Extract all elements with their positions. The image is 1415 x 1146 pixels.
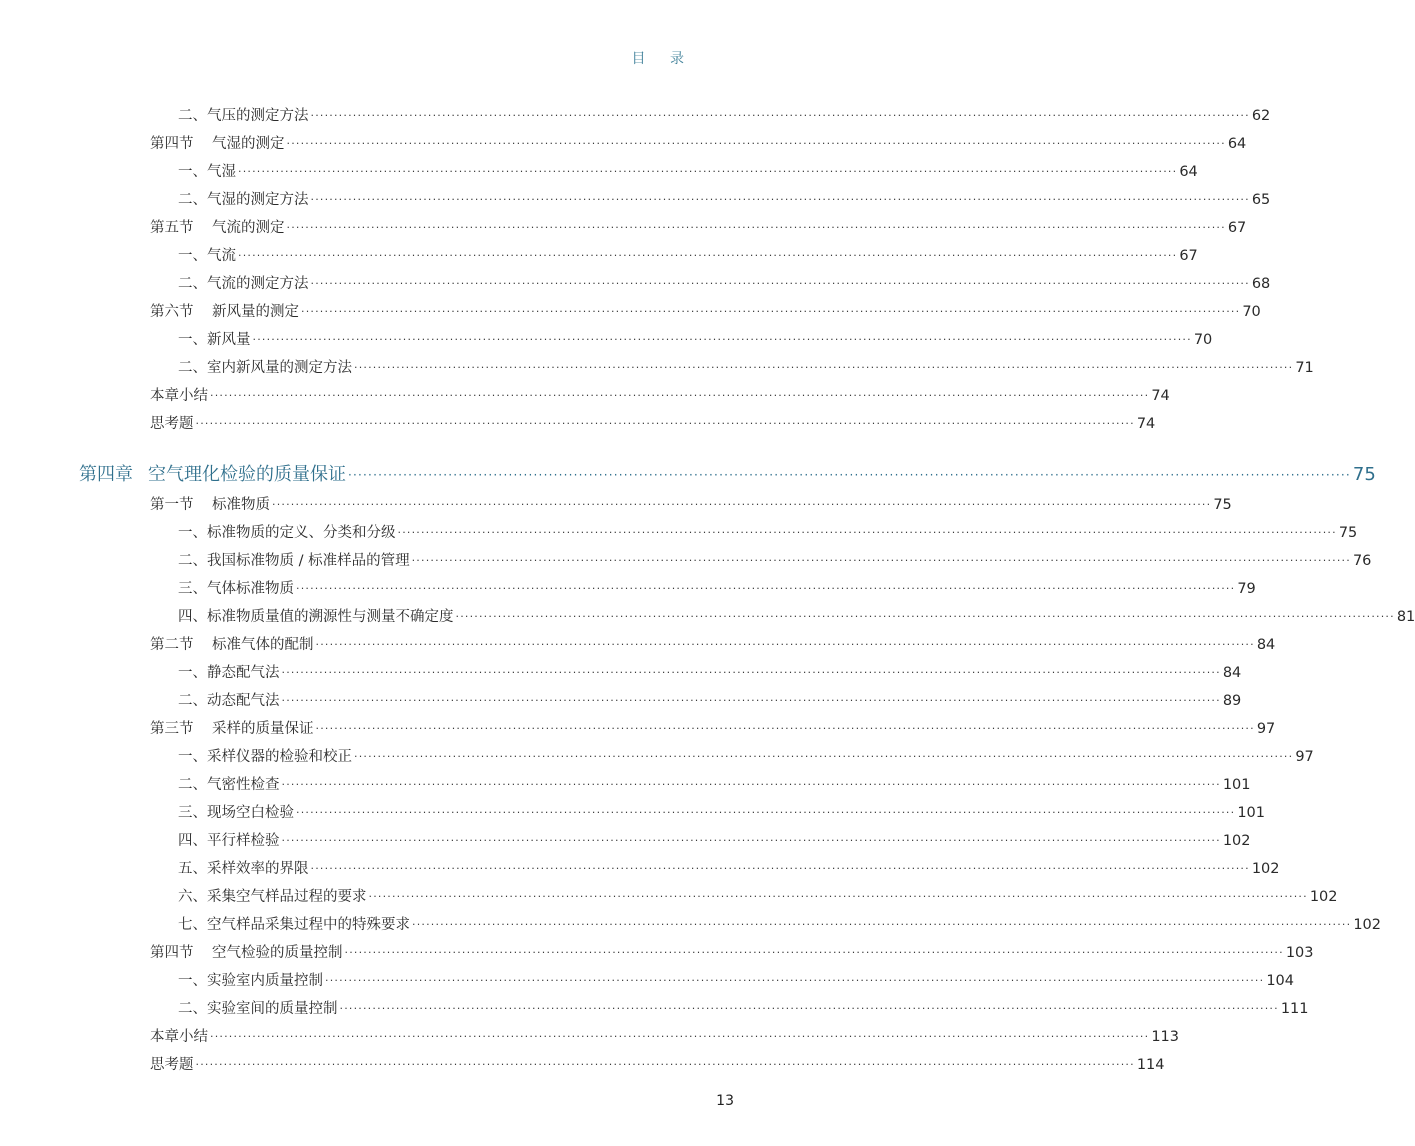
toc-page-number: 64 <box>1227 136 1247 152</box>
toc-page-number: 75 <box>1338 525 1358 541</box>
toc-entry-title: 标准物质 <box>212 497 270 513</box>
toc-subsection-entry <box>0 772 1251 794</box>
toc-page-number: 111 <box>1280 1001 1309 1017</box>
toc-page-number: 101 <box>1222 777 1251 793</box>
dot-leader: ········································································································································································································ <box>272 498 1212 511</box>
toc-section-entry <box>0 632 1276 654</box>
section-number: 第四节 <box>150 945 194 961</box>
dot-leader: ········································································································································································································ <box>325 974 1265 987</box>
toc-page-number: 97 <box>1295 749 1314 765</box>
toc-entry-title: 二、气密性检查 <box>178 777 280 793</box>
toc-entry-label <box>150 303 299 321</box>
toc-page-number: 84 <box>1222 665 1242 681</box>
toc-page-number: 102 <box>1353 917 1382 933</box>
toc-page-number: 79 <box>1237 581 1256 597</box>
toc-entry-label <box>150 219 285 237</box>
page-number: 13 <box>716 1093 734 1109</box>
toc-entry-label <box>150 496 270 514</box>
toc-page-number: 74 <box>1151 388 1170 404</box>
toc-entry-title: 三、气体标准物质 <box>178 581 294 597</box>
toc-page-number: 84 <box>1256 637 1276 653</box>
dot-leader: ········································································································································································································ <box>238 249 1178 262</box>
toc-page-number: 62 <box>1251 108 1271 124</box>
toc-subsection-entry <box>0 604 1415 626</box>
dot-leader: ········································································································································································································ <box>310 109 1250 122</box>
toc-subsection-entry <box>0 688 1242 710</box>
toc-entry-label <box>178 888 367 906</box>
toc-section-entry <box>0 383 1170 405</box>
toc-page-number: 68 <box>1251 276 1271 292</box>
dot-leader: ········································································································································································································ <box>210 389 1150 402</box>
toc-subsection-entry <box>0 520 1358 542</box>
toc-page-number: 89 <box>1222 693 1242 709</box>
toc-entry-label <box>150 387 208 405</box>
toc-entry-title: 空气检验的质量控制 <box>212 945 343 961</box>
dot-leader: ········································································································································································································ <box>252 333 1192 346</box>
toc-entry-label <box>178 664 280 682</box>
toc-entry-title: 一、气流 <box>178 248 236 264</box>
toc-entry-title: 气湿的测定 <box>212 136 285 152</box>
toc-entry-label <box>178 608 454 626</box>
toc-entry-label <box>178 247 236 265</box>
toc-entry-label <box>178 107 309 125</box>
toc-entry-title: 二、气湿的测定方法 <box>178 192 309 208</box>
dot-leader: ········································································································································································································ <box>397 526 1337 539</box>
toc-entry-title: 空气理化检验的质量保证 <box>148 464 346 485</box>
toc-page-number: 102 <box>1251 861 1280 877</box>
toc-entry-label <box>178 275 309 293</box>
toc-entry-title: 二、室内新风量的测定方法 <box>178 360 352 376</box>
toc-page-number: 76 <box>1352 553 1372 569</box>
toc-subsection-entry <box>0 828 1251 850</box>
toc-entry-title: 二、动态配气法 <box>178 693 280 709</box>
toc-section-entry <box>0 1052 1165 1074</box>
chapter-number: 第四章 <box>79 464 133 485</box>
toc-section-entry <box>0 411 1156 433</box>
toc-section-entry <box>0 940 1314 962</box>
toc-entry-title: 本章小结 <box>150 1029 208 1045</box>
toc-page-number: 103 <box>1285 945 1314 961</box>
toc-entry-label <box>150 944 343 962</box>
dot-leader: ········································································································································································································ <box>339 1002 1279 1015</box>
toc-page-number: 102 <box>1309 889 1338 905</box>
toc-entry-title: 标准气体的配制 <box>212 637 314 653</box>
toc-subsection-entry <box>0 800 1266 822</box>
toc-subsection-entry <box>0 271 1271 293</box>
dot-leader: ········································································································································································································ <box>238 165 1178 178</box>
dot-leader: ········································································································································································································ <box>286 137 1226 150</box>
toc-entry-label <box>178 860 309 878</box>
toc-page-number: 75 <box>1352 464 1376 485</box>
toc-subsection-entry <box>0 576 1256 598</box>
dot-leader: ········································································································································································································ <box>286 221 1226 234</box>
toc-entry-label <box>178 191 309 209</box>
toc-section-entry <box>0 299 1261 321</box>
toc-entry-label <box>178 692 280 710</box>
toc-entry-title: 思考题 <box>150 416 194 432</box>
toc-page-number: 67 <box>1227 220 1247 236</box>
toc-entry-title: 一、采样仪器的检验和校正 <box>178 749 352 765</box>
toc-entry-label <box>79 466 346 484</box>
toc-entry-label <box>178 916 410 934</box>
dot-leader: ········································································································································································································ <box>195 417 1135 430</box>
dot-leader: ········································································································································································································ <box>412 918 1352 931</box>
dot-leader: ········································································································································································································ <box>281 694 1221 707</box>
toc-subsection-entry <box>0 884 1338 906</box>
toc-entry-label <box>178 832 280 850</box>
toc-entry-label <box>178 163 236 181</box>
toc-page-number: 101 <box>1237 805 1266 821</box>
dot-leader: ········································································································································································································ <box>368 890 1308 903</box>
dot-leader: ········································································································································································································ <box>310 193 1250 206</box>
toc-section-entry <box>0 1024 1180 1046</box>
section-number: 第四节 <box>150 136 194 152</box>
toc-page-number: 113 <box>1151 1029 1180 1045</box>
toc-entry-title: 一、标准物质的定义、分类和分级 <box>178 525 396 541</box>
toc-page-number: 71 <box>1295 360 1314 376</box>
toc-subsection-entry <box>0 103 1271 125</box>
toc-subsection-entry <box>0 996 1309 1018</box>
toc-subsection-entry <box>0 355 1314 377</box>
toc-entry-title: 新风量的测定 <box>212 304 299 320</box>
dot-leader: ········································································································································································································ <box>281 778 1221 791</box>
toc-subsection-entry <box>0 660 1242 682</box>
toc-subsection-entry <box>0 548 1372 570</box>
dot-leader: ········································································································································································································ <box>455 610 1395 623</box>
toc-entry-label <box>178 1000 338 1018</box>
toc-entry-label <box>178 524 396 542</box>
toc-entry-label <box>178 359 352 377</box>
toc-entry-label <box>178 552 410 570</box>
toc-entry-label <box>150 1028 208 1046</box>
toc-entry-title: 五、采样效率的界限 <box>178 861 309 877</box>
dot-leader: ········································································································································································································ <box>344 946 1284 959</box>
toc-entry-label <box>178 580 294 598</box>
toc-section-entry <box>0 215 1247 237</box>
dot-leader: ········································································································································································································ <box>281 834 1221 847</box>
toc-entry-label <box>178 776 280 794</box>
dot-leader: ········································································································································································································ <box>195 1058 1135 1071</box>
toc-entry-label <box>150 135 285 153</box>
toc-entry-title: 气流的测定 <box>212 220 285 236</box>
dot-leader: ········································································································································································································ <box>296 806 1236 819</box>
toc-entry-title: 一、气湿 <box>178 164 236 180</box>
toc-page-number: 74 <box>1136 416 1156 432</box>
toc-page-number: 65 <box>1251 192 1271 208</box>
toc-entry-title: 四、平行样检验 <box>178 833 280 849</box>
toc-chapter-entry <box>0 458 1376 485</box>
toc-subsection-entry <box>0 856 1280 878</box>
dot-leader: ········································································································································································································ <box>354 361 1294 374</box>
dot-leader: ········································································································································································································ <box>315 722 1255 735</box>
toc-section-entry <box>0 716 1276 738</box>
toc-subsection-entry <box>0 159 1198 181</box>
toc-page-number: 97 <box>1256 721 1276 737</box>
toc-entry-label <box>150 720 314 738</box>
section-number: 第一节 <box>150 497 194 513</box>
toc-subsection-entry <box>0 187 1271 209</box>
toc-page-number: 75 <box>1213 497 1232 513</box>
dot-leader: ········································································································································································································ <box>315 638 1255 651</box>
section-number: 第二节 <box>150 637 194 653</box>
toc-entry-title: 二、气压的测定方法 <box>178 108 309 124</box>
toc-entry-title: 本章小结 <box>150 388 208 404</box>
toc-entry-label <box>150 415 194 433</box>
toc-subsection-entry <box>0 243 1198 265</box>
toc-page-number: 67 <box>1179 248 1198 264</box>
dot-leader: ········································································································································································································ <box>210 1030 1150 1043</box>
section-number: 第五节 <box>150 220 194 236</box>
toc-entry-title: 一、新风量 <box>178 332 251 348</box>
toc-entry-title: 二、实验室间的质量控制 <box>178 1001 338 1017</box>
toc-entry-label <box>150 636 314 654</box>
dot-leader: ········································································································································································································ <box>411 554 1351 567</box>
toc-entry-title: 一、实验室内质量控制 <box>178 973 323 989</box>
toc-entry-title: 七、空气样品采集过程中的特殊要求 <box>178 917 410 933</box>
dot-leader: ········································································································································································································ <box>310 277 1250 290</box>
toc-page-number: 70 <box>1193 332 1213 348</box>
toc-page-number: 64 <box>1179 164 1198 180</box>
dot-leader: ········································································································································································································ <box>281 666 1221 679</box>
toc-entry-title: 二、气流的测定方法 <box>178 276 309 292</box>
toc-page-number: 81 <box>1396 609 1415 625</box>
toc-page-number: 114 <box>1136 1057 1165 1073</box>
toc-entry-title: 思考题 <box>150 1057 194 1073</box>
toc-section-entry <box>0 492 1232 514</box>
toc-entry-title: 二、我国标准物质 / 标准样品的管理 <box>178 553 410 569</box>
dot-leader: ········································································································································································································ <box>348 468 1351 482</box>
running-header: 目 录 <box>631 51 694 67</box>
toc-subsection-entry <box>0 912 1382 934</box>
toc-section-entry <box>0 131 1247 153</box>
toc-entry-title: 四、标准物质量值的溯源性与测量不确定度 <box>178 609 454 625</box>
toc-entry-title: 采样的质量保证 <box>212 721 314 737</box>
toc-page-number: 104 <box>1266 973 1295 989</box>
dot-leader: ········································································································································································································ <box>354 750 1294 763</box>
section-number: 第六节 <box>150 304 194 320</box>
toc-entry-label <box>178 748 352 766</box>
toc-entry-title: 六、采集空气样品过程的要求 <box>178 889 367 905</box>
toc-subsection-entry <box>0 327 1213 349</box>
toc-entry-title: 一、静态配气法 <box>178 665 280 681</box>
toc-entry-label <box>150 1056 194 1074</box>
toc-subsection-entry <box>0 744 1314 766</box>
toc-entry-label <box>178 331 251 349</box>
toc-subsection-entry <box>0 968 1295 990</box>
toc-page-number: 102 <box>1222 833 1251 849</box>
dot-leader: ········································································································································································································ <box>301 305 1241 318</box>
toc-entry-title: 三、现场空白检验 <box>178 805 294 821</box>
toc-entry-label <box>178 804 294 822</box>
dot-leader: ········································································································································································································ <box>310 862 1250 875</box>
section-number: 第三节 <box>150 721 194 737</box>
dot-leader: ········································································································································································································ <box>296 582 1236 595</box>
toc-page-number: 70 <box>1242 304 1261 320</box>
toc-entry-label <box>178 972 323 990</box>
